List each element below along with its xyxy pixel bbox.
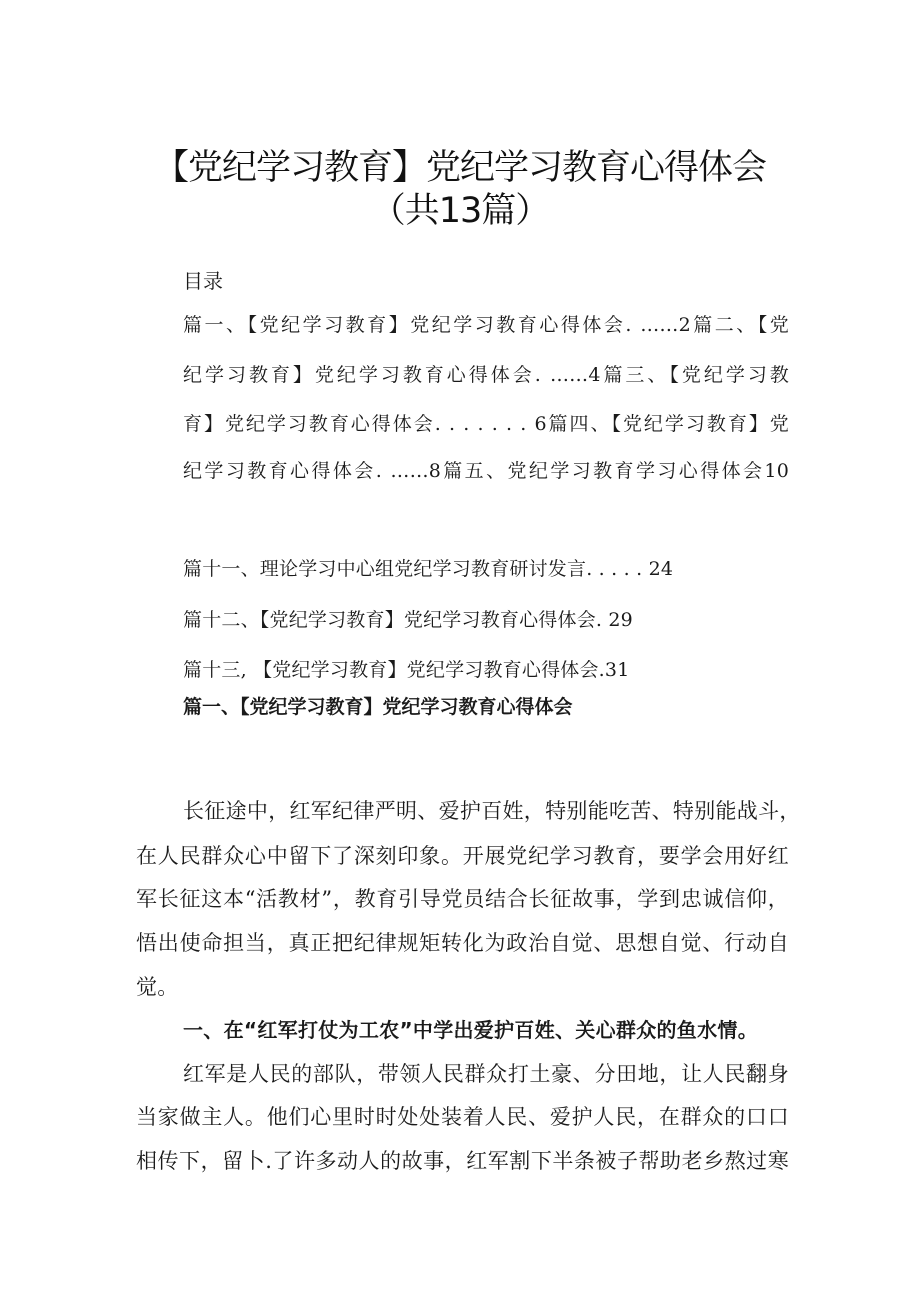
toc-entry-13[interactable]: 篇十三, 【党纪学习教育】党纪学习教育心得体会.31 <box>183 659 630 681</box>
paragraph2-line: 当家做主人。他们心里时时处处装着人民、爱护人民，在群众的口口 <box>136 1105 789 1129</box>
paragraph1-line: 觉。 <box>136 975 179 999</box>
section-heading: 篇一、【党纪学习教育】党纪学习教育心得体会 <box>183 696 573 718</box>
document-title-line1: 【党纪学习教育】党纪学习教育心得体会 <box>153 148 766 188</box>
paragraph1-line: 在人民群众心中留下了深刻印象。开展党纪学习教育，要学会用好红 <box>136 844 789 868</box>
toc-line[interactable]: 篇一、【党纪学习教育】党纪学习教育心得体会. ……2篇二、【党 <box>183 314 789 336</box>
toc-entry-12[interactable]: 篇十二、【党纪学习教育】党纪学习教育心得体会. 29 <box>183 609 633 631</box>
paragraph2-line: 相传下，留卜.了许多动人的故事，红军割下半条被子帮助老乡熬过寒 <box>136 1149 789 1173</box>
document-title-line2: （共13篇） <box>370 191 550 231</box>
paragraph1-line: 长征途中，红军纪律严明、爱护百姓，特别能吃苦、特别能战斗， <box>183 799 801 823</box>
paragraph2-line: 红军是人民的部队，带领人民群众打土豪、分田地，让人民翻身 <box>183 1062 789 1086</box>
toc-line[interactable]: 纪学习教育心得体会. ……8篇五、党纪学习教育学习心得体会10 <box>183 460 789 482</box>
toc-line[interactable]: 育】党纪学习教育心得体会. . . . . . . 6篇四、【党纪学习教育】党 <box>183 413 789 435</box>
toc-line[interactable]: 纪学习教育】党纪学习教育心得体会. ……4篇三、【党纪学习教 <box>183 364 789 386</box>
paragraph1-line: 悟出使命担当，真正把纪律规矩转化为政治自觉、思想自觉、行动自 <box>136 931 789 955</box>
toc-label: 目录 <box>183 269 223 293</box>
toc-entry-11[interactable]: 篇十一、理论学习中心组党纪学习教育研讨发言. . . . . 24 <box>183 558 674 580</box>
heading-1: 一、在“红军打仗为工农”中学出爱护百姓、关心群众的鱼水情。 <box>183 1018 758 1042</box>
paragraph1-line: 军长征这本“活教材”，教育引导党员结合长征故事，学到忠诚信仰， <box>136 887 789 911</box>
